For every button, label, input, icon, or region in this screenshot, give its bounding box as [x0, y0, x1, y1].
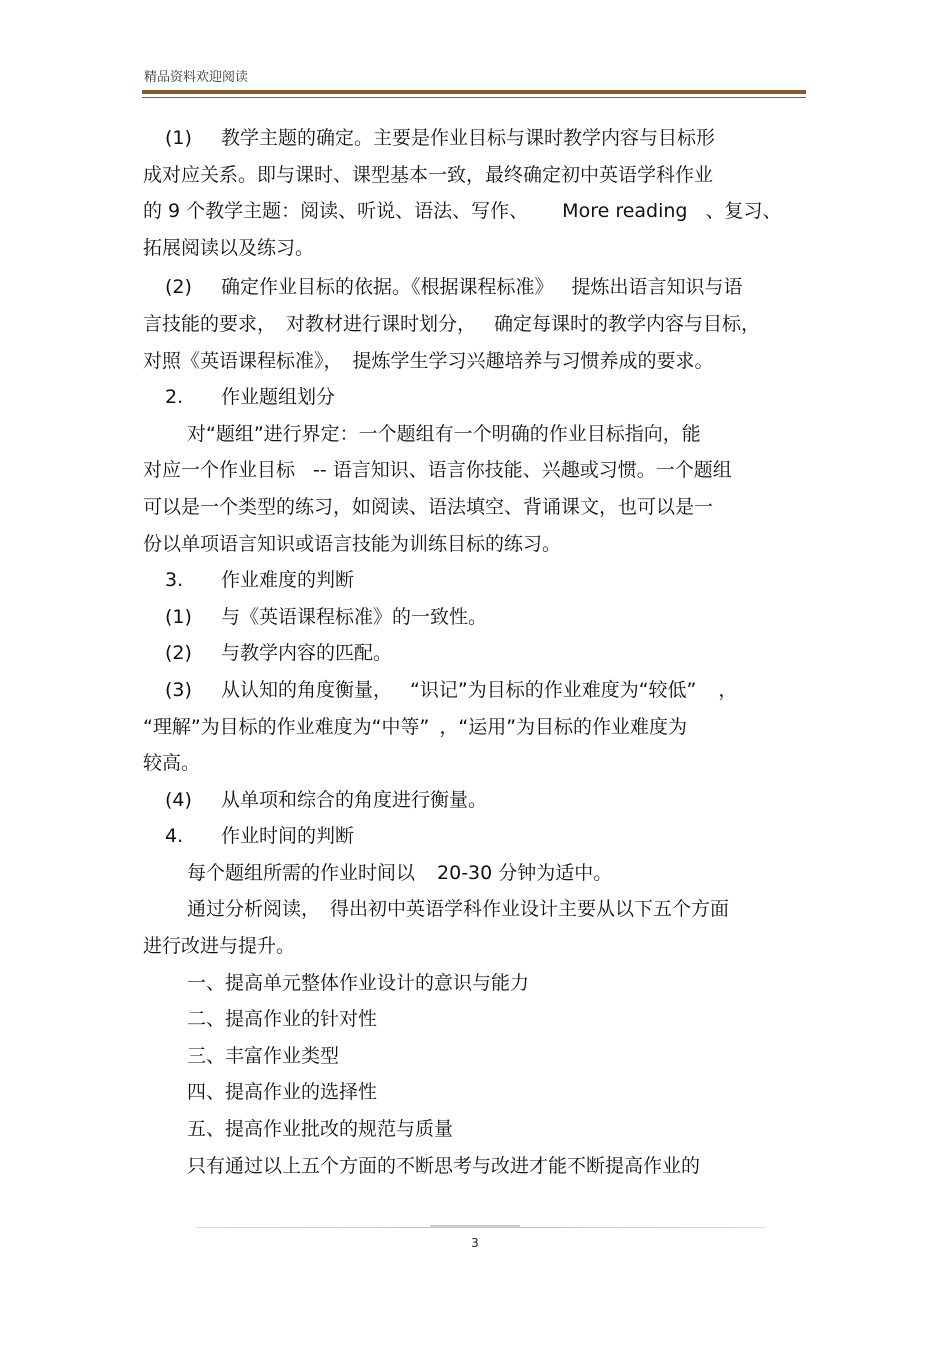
paragraph-text: 提炼学生学习兴趣培养与习惯养成的要求。 — [352, 349, 714, 372]
paragraph-text: 确定每课时的教学内容与目标， — [494, 312, 761, 335]
footer-rule-accent — [430, 1225, 520, 1228]
paragraph-text: 对“题组”进行界定：一个题组有一个明确的作业目标指向，能 — [187, 422, 701, 445]
paragraph-text: 对教材进行课时划分， — [286, 312, 477, 335]
section-title: 作业题组划分 — [221, 386, 336, 409]
paragraph-text: -- 语言知识、语言你技能、兴趣或习惯。一个题组 — [313, 459, 732, 482]
paragraph-1-line-3 — [143, 193, 809, 230]
section-number: 2. — [165, 386, 184, 409]
item-number: (1) — [165, 127, 192, 149]
paragraph-text: 只有通过以上五个方面的不断思考与改进才能不断提高作业的 — [187, 1154, 701, 1177]
header-rule-thick — [142, 90, 806, 94]
english-term: More reading — [562, 200, 688, 223]
paragraph-text: 的 9 个教学主题：阅读、听说、语法、写作、 — [143, 200, 529, 223]
paragraph-5-line-2 — [143, 928, 809, 965]
item-number: (4) — [165, 788, 192, 811]
item-number: (2) — [165, 642, 192, 665]
paragraph-text: 对照《英语课程标准》， — [143, 349, 343, 372]
paragraph-text: 每个题组所需的作业时间以 — [187, 861, 416, 884]
paragraph-3-line-1 — [143, 416, 809, 453]
paragraph-text: ，“运用”为目标的作业难度为 — [439, 715, 688, 738]
paragraph-text: 份以单项语言知识或语言技能为训练目标的练习。 — [143, 532, 562, 555]
paragraph-2-line-3 — [143, 343, 809, 380]
paragraph-5-line-1 — [143, 891, 809, 928]
paragraph-text: 从单项和综合的角度进行衡量。 — [221, 788, 488, 811]
paragraph-text: 教学主题的确定。主要是作业目标与课时教学内容与目标形 — [221, 127, 716, 149]
paragraph-6 — [143, 1148, 809, 1185]
paragraph-text: 较高。 — [143, 752, 201, 775]
list-item — [143, 965, 809, 1002]
paragraph-text: 与教学内容的匹配。 — [221, 642, 393, 665]
document-body — [143, 120, 809, 1184]
paragraph-text: 20-30 分钟为适中。 — [437, 861, 613, 884]
paragraph-1-line-2 — [143, 157, 809, 194]
section-3-heading — [143, 562, 809, 599]
item-number: (2) — [165, 276, 192, 299]
list-item — [143, 1001, 809, 1038]
list-item — [143, 1111, 809, 1148]
list-item — [143, 1038, 809, 1075]
paragraph-2-line-2 — [143, 306, 809, 343]
paragraph-3-line-3 — [143, 489, 809, 526]
paragraph-text: 提炼出语言知识与语 — [571, 276, 743, 299]
difficulty-item-3-line-1 — [143, 672, 809, 709]
paragraph-text: 通过分析阅读， — [187, 898, 321, 921]
paragraph-1-line-1 — [143, 120, 809, 157]
paragraph-1-line-4 — [143, 230, 809, 267]
difficulty-item-2 — [143, 635, 809, 672]
paragraph-3-line-4 — [143, 526, 809, 563]
list-item-text: 三、丰富作业类型 — [187, 1044, 340, 1067]
paragraph-4 — [143, 855, 809, 892]
paragraph-text: 可以是一个类型的练习，如阅读、语法填空、背诵课文，也可以是一 — [143, 495, 714, 518]
paragraph-text: “理解”为目标的作业难度为“中等” — [143, 715, 430, 738]
section-title: 作业时间的判断 — [221, 825, 355, 848]
paragraph-text: 对应一个作业目标 — [143, 459, 296, 482]
paragraph-text: 言技能的要求， — [143, 312, 277, 335]
difficulty-item-1 — [143, 599, 809, 636]
list-item-text: 五、提高作业批改的规范与质量 — [187, 1118, 454, 1141]
paragraph-3-line-2 — [143, 452, 809, 489]
paragraph-text: 与《英语课程标准》的一致性。 — [221, 605, 488, 628]
paragraph-text: 进行改进与提升。 — [143, 935, 296, 958]
paragraph-text: 从认知的角度衡量， — [221, 678, 393, 701]
paragraph-text: 确定作业目标的依据。《根据课程标准》 — [221, 276, 554, 299]
section-4-heading — [143, 818, 809, 855]
paragraph-text: “识记”为目标的作业难度为“较低” — [410, 678, 697, 701]
paragraph-text: ， — [718, 678, 738, 701]
paragraph-2-line-1 — [143, 269, 809, 306]
section-number: 3. — [165, 569, 184, 592]
header-rule-thin — [142, 97, 806, 98]
header-text: 精品资料欢迎阅读 — [144, 70, 249, 85]
list-item — [143, 1074, 809, 1111]
paragraph-text: 成对应关系。即与课时、课型基本一致，最终确定初中英语学科作业 — [143, 163, 714, 186]
section-2-heading — [143, 379, 809, 416]
list-item-text: 四、提高作业的选择性 — [187, 1081, 378, 1104]
list-item-text: 二、提高作业的针对性 — [187, 1008, 378, 1031]
paragraph-text: 、复习、 — [705, 200, 782, 223]
difficulty-item-3-line-3 — [143, 745, 809, 782]
item-number: (1) — [165, 605, 192, 628]
section-title: 作业难度的判断 — [221, 569, 355, 592]
difficulty-item-4 — [143, 782, 809, 819]
difficulty-item-3-line-2 — [143, 709, 809, 746]
section-number: 4. — [165, 825, 184, 848]
list-item-text: 一、提高单元整体作业设计的意识与能力 — [187, 971, 530, 994]
page-number: 3 — [471, 1236, 479, 1250]
paragraph-text: 拓展阅读以及练习。 — [143, 236, 315, 259]
item-number: (3) — [165, 678, 192, 701]
paragraph-text: 得出初中英语学科作业设计主要从以下五个方面 — [330, 898, 730, 921]
